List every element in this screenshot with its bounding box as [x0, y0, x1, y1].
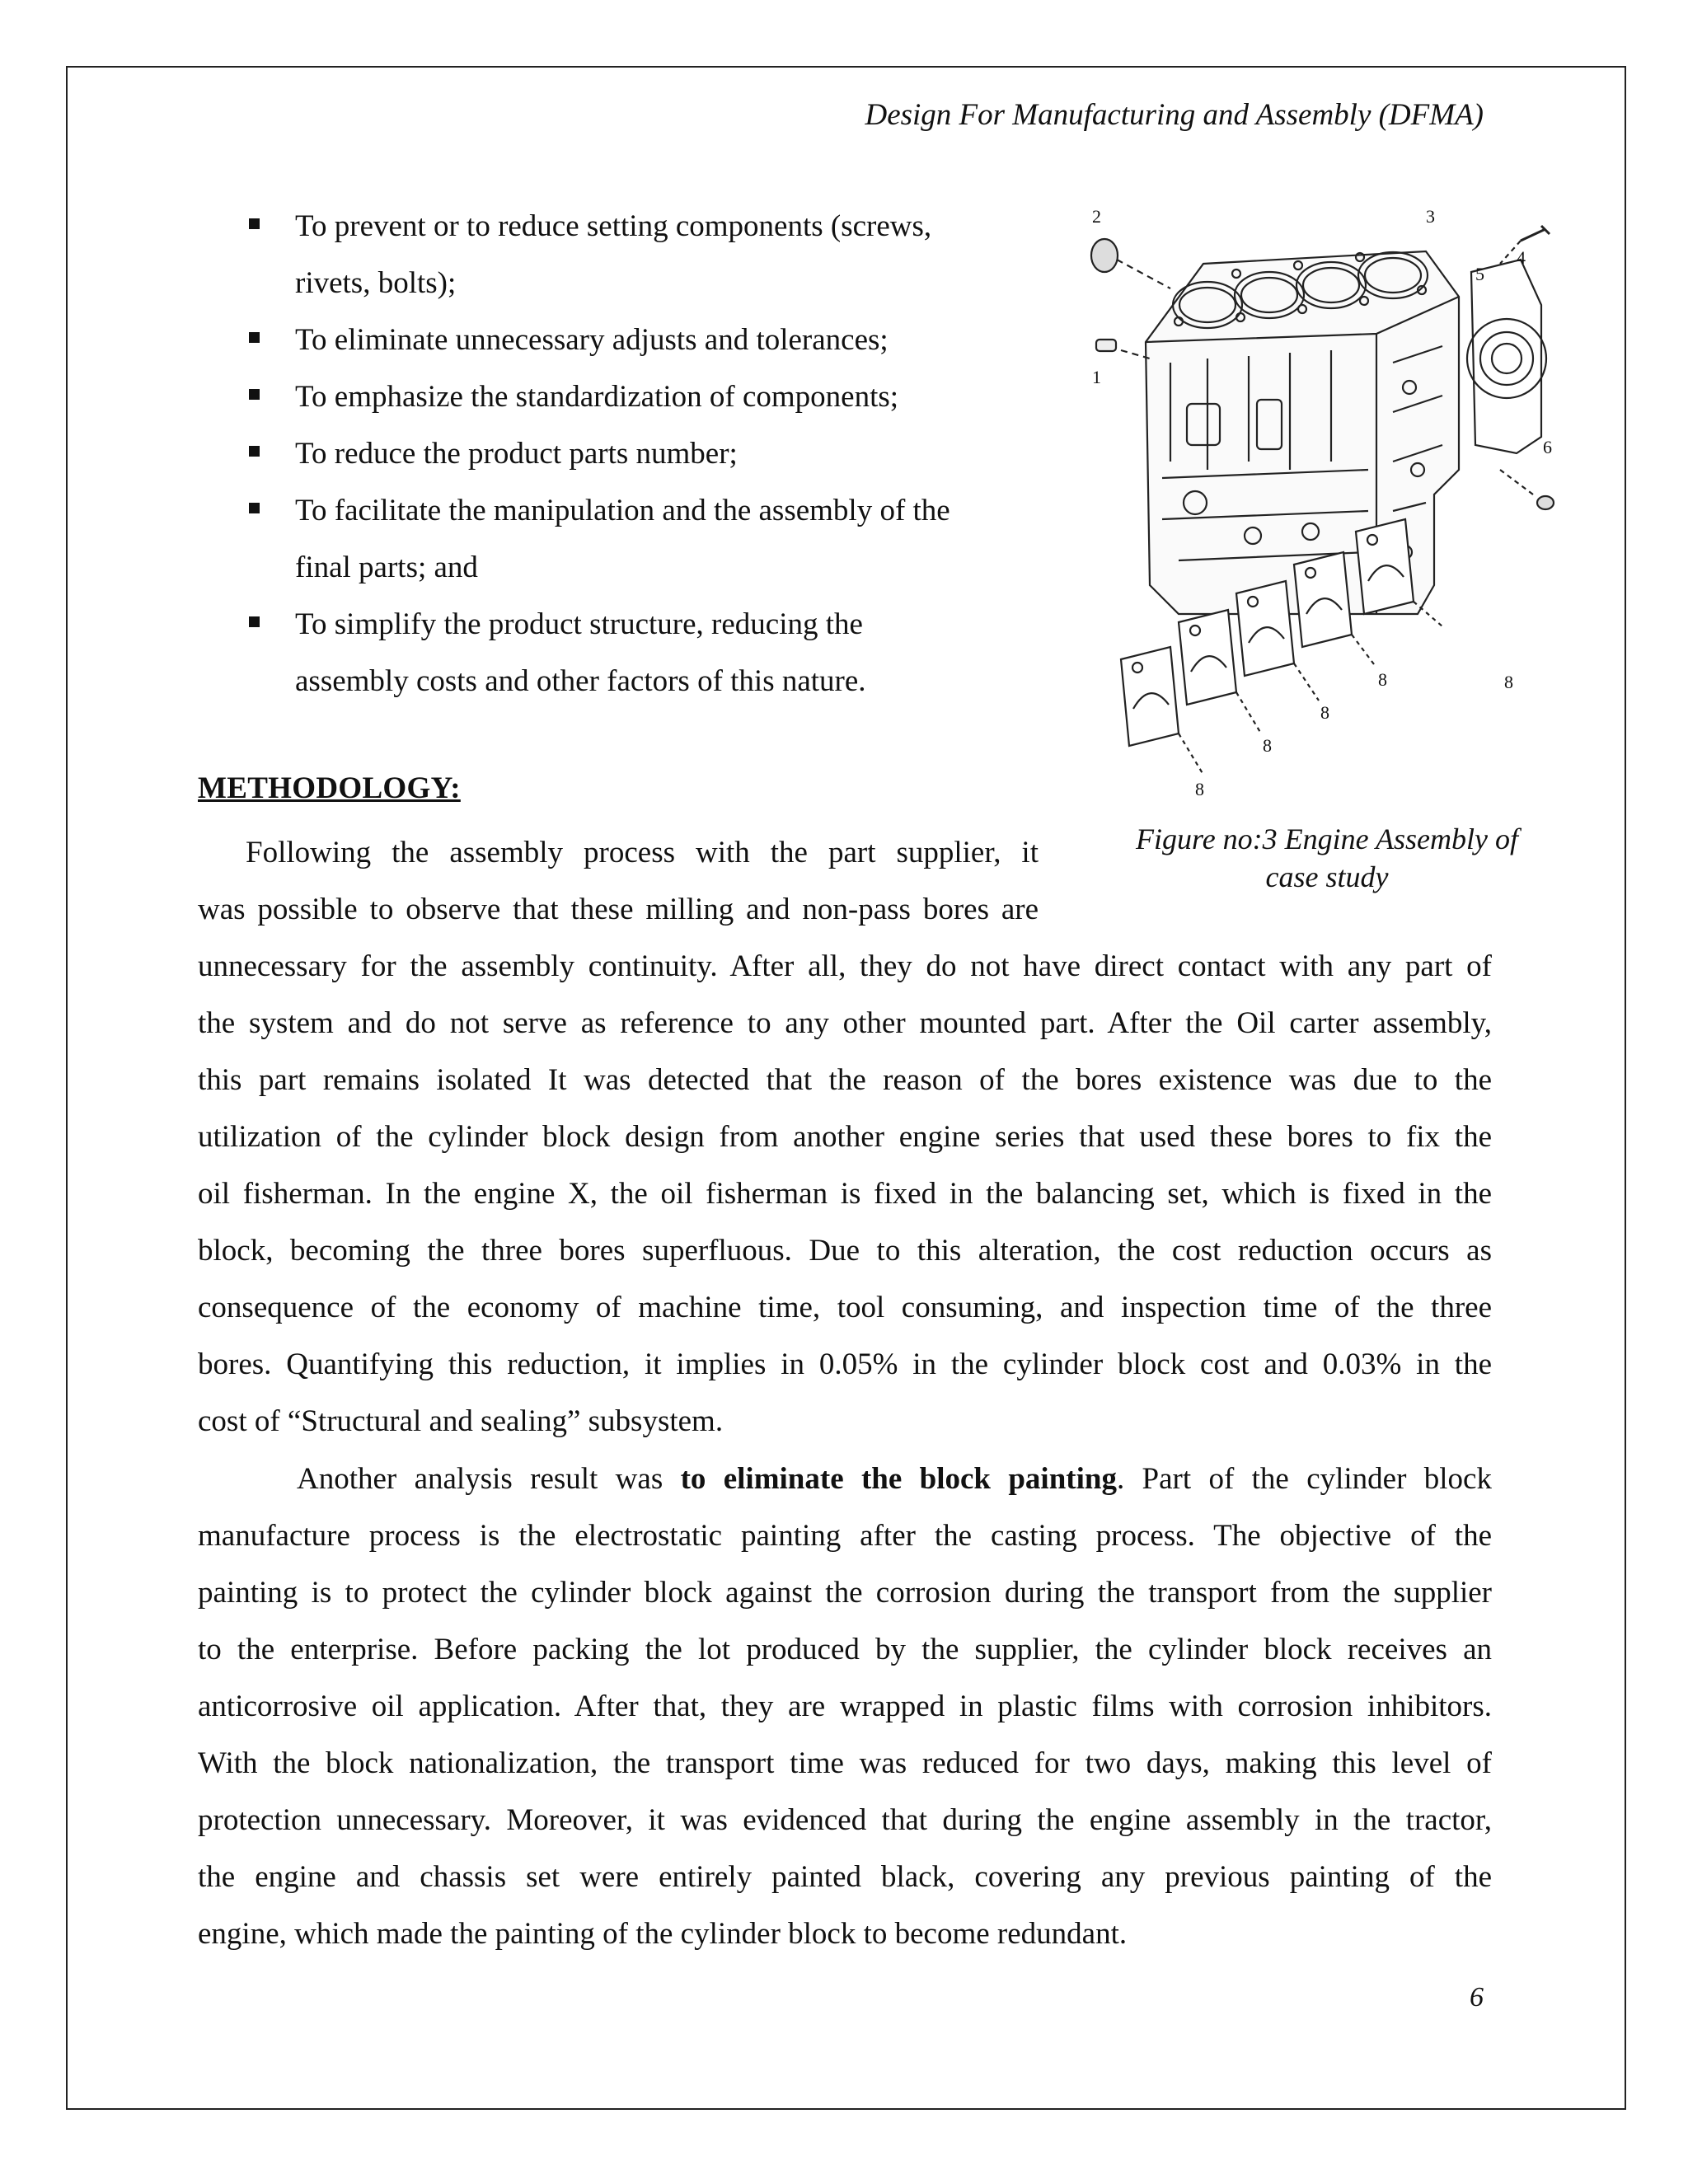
- callout-label: 3: [1426, 206, 1435, 227]
- bullet-item: [249, 425, 1040, 482]
- bullet-square-icon: [249, 389, 260, 400]
- bullet-line: assembly costs and other factors of this nature.: [295, 664, 866, 698]
- bullet-square-icon: [249, 218, 260, 229]
- bullet-line: rivets, bolts);: [295, 266, 457, 300]
- paragraph-line: engine, which made the painting of the cylinder block to become redundant.: [198, 1917, 1128, 1951]
- paragraph-line: the system and do not serve as reference to any other mounted part. After the Oil carter assembly,: [198, 1006, 1492, 1040]
- paragraph-line: bores. Quantifying this reduction, it implies in 0.05% in the cylinder block cost and 0.03% in the: [198, 1347, 1492, 1381]
- bullet-line: To eliminate unnecessary adjusts and tolerances;: [295, 323, 889, 357]
- callout-label: 6: [1543, 437, 1552, 457]
- bullet-line: final parts; and: [295, 551, 478, 584]
- engine-assembly-figure: [1071, 198, 1574, 812]
- figure-caption: [1088, 820, 1566, 896]
- figure-caption-line: Figure no:3 Engine Assembly of: [1136, 823, 1518, 855]
- bullet-square-icon: [249, 616, 260, 627]
- text-run: . Part of the cylinder block: [1116, 1462, 1492, 1496]
- paragraph-line: [198, 1451, 1492, 1507]
- bullet-item: [249, 596, 1040, 710]
- bullet-list: [249, 198, 1040, 710]
- bullet-square-icon: [249, 332, 260, 343]
- paragraph-line: block, becoming the three bores superfluous. Due to this alteration, the cost reduction occurs as: [198, 1234, 1492, 1268]
- bullet-item: [249, 312, 1040, 368]
- bullet-line: To reduce the product parts number;: [295, 437, 738, 471]
- paragraph-line: With the block nationalization, the transport time was reduced for two days, making this level of: [198, 1746, 1492, 1780]
- callout-label: 2: [1092, 206, 1101, 227]
- running-header: Design For Manufacturing and Assembly (DFMA): [865, 98, 1484, 132]
- paragraph-methodology: [198, 938, 1492, 1450]
- paragraph-painting: [198, 1451, 1492, 1962]
- bullet-item: [249, 482, 1040, 596]
- callout-label: 8: [1195, 779, 1204, 799]
- emphasis-text: to eliminate the block painting: [680, 1462, 1117, 1496]
- paragraph-line: cost of “Structural and sealing” subsystem.: [198, 1404, 724, 1438]
- callout-label: 1: [1092, 367, 1101, 387]
- paragraph-line: anticorrosive oil application. After that, they are wrapped in plastic films with corrosion inhibitors.: [198, 1690, 1492, 1723]
- paragraph-line: to the enterprise. Before packing the lot produced by the supplier, the cylinder block receives an: [198, 1633, 1492, 1666]
- bullet-line: To facilitate the manipulation and the assembly of the: [295, 494, 950, 527]
- callout-label: 5: [1475, 264, 1484, 284]
- callout-label: 8: [1320, 702, 1329, 723]
- bullet-line: To prevent or to reduce setting components (screws,: [295, 209, 932, 243]
- page-number: 6: [1470, 1982, 1484, 2013]
- section-heading: METHODOLOGY:: [198, 771, 461, 805]
- bullet-item: [249, 368, 1040, 425]
- paragraph-intro: [198, 824, 1039, 938]
- paragraph-line: utilization of the cylinder block design from another engine series that used these bores to fix the: [198, 1120, 1492, 1154]
- paragraph-line: manufacture process is the electrostatic painting after the casting process. The objective of the: [198, 1519, 1492, 1553]
- bullet-item: [249, 198, 1040, 312]
- bullet-square-icon: [249, 503, 260, 513]
- paragraph-line: painting is to protect the cylinder block against the corrosion during the transport from the supplier: [198, 1576, 1492, 1610]
- paragraph-line: the engine and chassis set were entirely painted black, covering any previous painting of the: [198, 1860, 1492, 1894]
- bullet-line: To emphasize the standardization of components;: [295, 380, 899, 414]
- paragraph-line: Following the assembly process with the part supplier, it: [246, 836, 1039, 869]
- bullet-square-icon: [249, 446, 260, 457]
- paragraph-line: unnecessary for the assembly continuity. After all, they do not have direct contact with any part of: [198, 949, 1492, 983]
- callout-label: 8: [1504, 672, 1513, 692]
- text-run: Another analysis result was: [297, 1462, 681, 1496]
- callout-label: 4: [1517, 247, 1526, 268]
- paragraph-line: was possible to observe that these milling and non-pass bores are: [198, 893, 1039, 926]
- paragraph-line: protection unnecessary. Moreover, it was evidenced that during the engine assembly in the tractor,: [198, 1803, 1492, 1837]
- callout-label: 8: [1378, 669, 1387, 690]
- paragraph-line: oil fisherman. In the engine X, the oil fisherman is fixed in the balancing set, which is fixed in the: [198, 1177, 1492, 1211]
- bullet-line: To simplify the product structure, reducing the: [295, 607, 863, 641]
- paragraph-line: consequence of the economy of machine time, tool consuming, and inspection time of the three: [198, 1291, 1492, 1324]
- figure-caption-line: case study: [1265, 860, 1389, 893]
- callout-label: 8: [1263, 735, 1272, 756]
- paragraph-line: this part remains isolated It was detected that the reason of the bores existence was due to the: [198, 1063, 1492, 1097]
